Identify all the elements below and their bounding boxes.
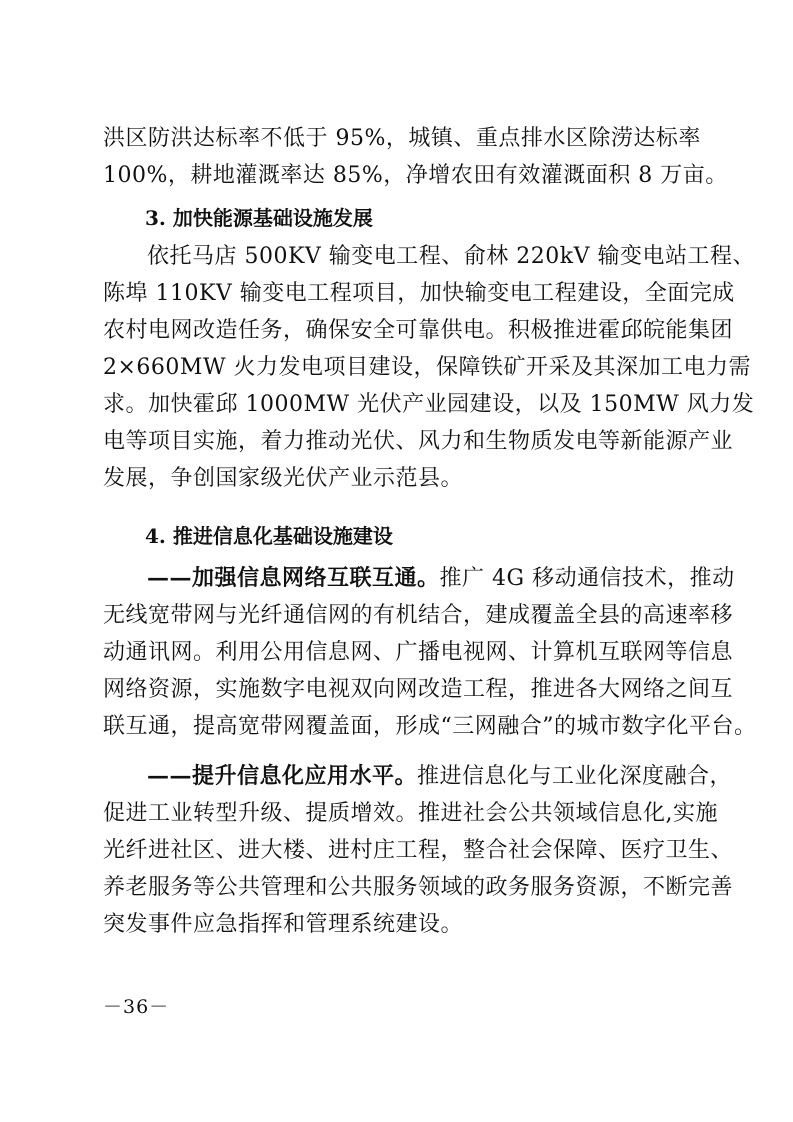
text-line: 农村电网改造任务，确保安全可靠供电。积极推进霍邱皖能集团 bbox=[103, 318, 734, 343]
section-heading-energy: 3. 加快能源基础设施发展 bbox=[145, 206, 373, 230]
text-line: 促进工业转型升级、提质增效。推进社会公共领域信息化,实施 bbox=[103, 801, 718, 826]
text-line: 洪区防洪达标率不低于 95%，城镇、重点排水区除涝达标率 bbox=[103, 126, 701, 151]
text-span: 推进信息化与工业化深度融合， bbox=[417, 764, 733, 789]
text-line: 100%，耕地灌溉率达 85%，净增农田有效灌溉面积 8 万亩。 bbox=[103, 163, 728, 188]
text-line: 电等项目实施，着力推动光伏、风力和生物质发电等新能源产业 bbox=[103, 429, 734, 454]
text-line: 依托马店 500KV 输变电工程、俞林 220kV 输变电站工程、 bbox=[147, 244, 755, 269]
text-line bbox=[103, 560, 735, 597]
text-line: 光纤进社区、进大楼、进村庄工程，整合社会保障、医疗卫生、 bbox=[103, 838, 734, 863]
text-line: 求。加快霍邱 1000MW 光伏产业园建设，以及 150MW 风力发 bbox=[103, 392, 755, 417]
text-line: 联互通，提高宽带网覆盖面，形成“三网融合”的城市数字化平台。 bbox=[103, 714, 757, 739]
text-span: 推广 4G 移动通信技术，推动 bbox=[439, 566, 735, 591]
text-line bbox=[103, 758, 733, 795]
bold-lead-network: ——加强信息网络互联互通。 bbox=[147, 565, 440, 591]
page-number: －36－ bbox=[103, 996, 170, 1018]
text-line: 网络资源，实施数字电视双向网改造工程，推进各大网络之间互 bbox=[103, 677, 734, 702]
bold-lead-application: ——提升信息化应用水平。 bbox=[147, 763, 418, 789]
text-line: 陈埠 110KV 输变电工程项目，加快输变电工程建设，全面完成 bbox=[103, 281, 735, 306]
text-line: 突发事件应急指挥和管理系统建设。 bbox=[103, 912, 464, 937]
paragraph-application bbox=[103, 758, 734, 943]
paragraph-flood-control bbox=[103, 120, 728, 194]
text-line: 2×660MW 火力发电项目建设，保障铁矿开采及其深加工电力需 bbox=[103, 355, 752, 380]
text-line: 动通讯网。利用公用信息网、广播电视网、计算机互联网等信息 bbox=[103, 640, 734, 665]
text-line: 无线宽带网与光纤通信网的有机结合，建成覆盖全县的高速率移 bbox=[103, 603, 734, 628]
paragraph-network bbox=[103, 560, 757, 745]
text-line: 发展，争创国家级光伏产业示范县。 bbox=[103, 466, 464, 491]
paragraph-energy bbox=[103, 238, 755, 497]
text-line: 养老服务等公共管理和公共服务领域的政务服务资源，不断完善 bbox=[103, 875, 734, 900]
section-heading-informatization: 4. 推进信息化基础设施建设 bbox=[145, 524, 393, 548]
